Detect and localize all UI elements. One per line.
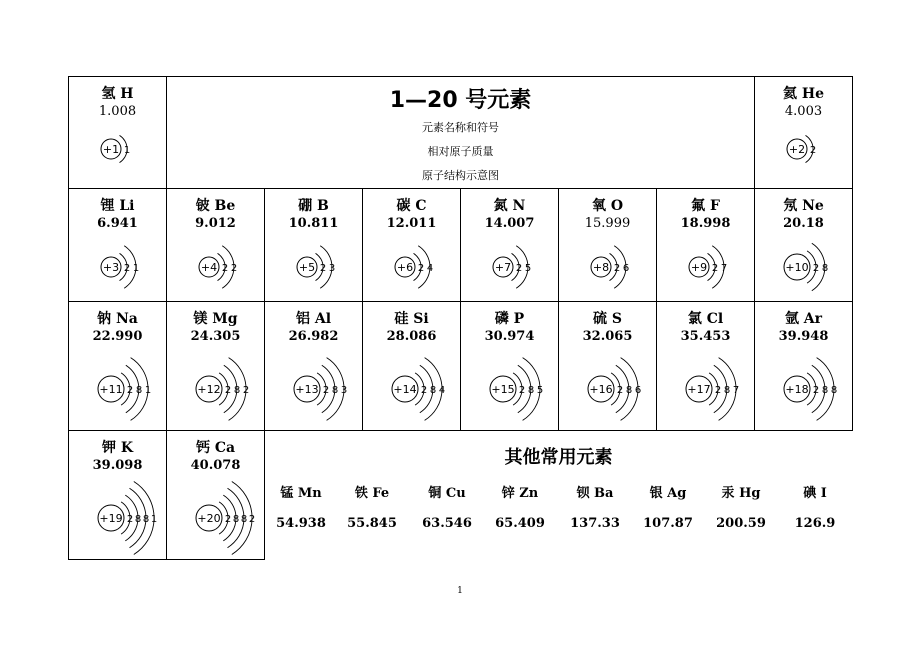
shell-electron-count: 5: [536, 385, 544, 396]
atomic-structure-diagram: [657, 189, 755, 302]
nucleus-charge: +14: [393, 383, 417, 396]
atomic-structure-diagram: [559, 189, 657, 302]
element-cell-o: [558, 188, 657, 302]
element-name: 磷 P: [494, 311, 525, 327]
atomic-structure-diagram: [461, 302, 559, 431]
shell-electron-count: 2: [224, 514, 232, 525]
nucleus-charge: +7: [494, 261, 512, 274]
nucleus-charge: +1: [102, 143, 120, 156]
atomic-mass: 12.011: [386, 216, 437, 231]
element-name: 氩 Ar: [784, 311, 823, 327]
atomic-mass: 40.078: [190, 458, 241, 473]
atomic-mass: 6.941: [97, 216, 138, 231]
element-cell-na: [68, 301, 167, 431]
other-element-name: 锌 Zn: [501, 486, 539, 501]
element-name: 钾 K: [101, 440, 134, 456]
shell-electron-count: 2: [230, 263, 238, 274]
atomic-mass: 30.974: [484, 329, 535, 344]
shell-electron-count: 2: [812, 263, 820, 274]
atomic-mass: 28.086: [386, 329, 437, 344]
legend-line: 元素名称和符号: [422, 121, 499, 134]
shell-electron-count: 2: [711, 263, 719, 274]
other-element-name: 铜 Cu: [428, 486, 466, 501]
atomic-structure-diagram: [363, 302, 461, 431]
shell-electron-count: 8: [232, 514, 240, 525]
element-name: 氮 N: [493, 198, 526, 214]
shell-electron-count: 2: [420, 385, 428, 396]
element-name: 氢 H: [101, 86, 134, 102]
shell-electron-count: 8: [821, 385, 829, 396]
shell-electron-count: 1: [150, 514, 158, 525]
shell-electron-count: 1: [123, 145, 131, 156]
shell-electron-count: 2: [242, 385, 250, 396]
shell-electron-count: 2: [322, 385, 330, 396]
atomic-mass: 35.453: [680, 329, 731, 344]
other-element-mass: 126.9: [794, 516, 836, 531]
other-element-mass: 137.33: [570, 516, 620, 531]
nucleus-charge: +8: [592, 261, 610, 274]
shell-electron-count: 3: [328, 263, 336, 274]
element-name: 氯 Cl: [687, 311, 724, 327]
shell-electron-count: 2: [221, 263, 229, 274]
legend-line: 原子结构示意图: [422, 169, 499, 182]
shell-electron-count: 5: [524, 263, 532, 274]
atomic-structure-diagram: [265, 189, 363, 302]
shell-electron-count: 2: [224, 385, 232, 396]
header-cell: [166, 76, 755, 189]
nucleus-charge: +9: [690, 261, 708, 274]
atomic-structure-diagram: [69, 302, 167, 431]
shell-electron-count: 2: [616, 385, 624, 396]
atomic-mass: 18.998: [680, 216, 731, 231]
other-element-name: 银 Ag: [649, 486, 687, 501]
atomic-mass: 4.003: [784, 104, 823, 119]
element-name: 氦 He: [782, 86, 824, 102]
nucleus-charge: +12: [197, 383, 221, 396]
element-name: 钙 Ca: [195, 440, 236, 456]
element-cell-k: [68, 430, 167, 560]
nucleus-charge: +4: [200, 261, 218, 274]
atomic-structure-diagram: [69, 189, 167, 302]
atomic-structure-diagram: [167, 431, 265, 560]
element-name: 硫 S: [593, 311, 622, 327]
atomic-mass: 26.982: [288, 329, 339, 344]
element-cell-p: [460, 301, 559, 431]
shell-electron-count: 2: [319, 263, 327, 274]
shell-electron-count: 2: [812, 385, 820, 396]
shell-electron-count: 2: [123, 263, 131, 274]
element-name: 铍 Be: [195, 198, 236, 214]
atomic-structure-diagram: [167, 302, 265, 431]
atomic-mass: 32.065: [582, 329, 633, 344]
other-element-name: 铁 Fe: [354, 486, 390, 501]
shell-electron-count: 8: [429, 385, 437, 396]
shell-electron-count: 8: [135, 385, 143, 396]
element-cell-n: [460, 188, 559, 302]
shell-electron-count: 1: [132, 263, 140, 274]
element-cell-ne: [754, 188, 853, 302]
other-elements-section: [264, 430, 853, 560]
shell-electron-count: 8: [625, 385, 633, 396]
nucleus-charge: +2: [788, 143, 806, 156]
shell-electron-count: 8: [527, 385, 535, 396]
atomic-mass: 22.990: [92, 329, 143, 344]
other-element-name: 汞 Hg: [721, 486, 761, 501]
shell-electron-count: 8: [134, 514, 142, 525]
nucleus-charge: +13: [295, 383, 319, 396]
shell-electron-count: 6: [634, 385, 642, 396]
atomic-structure-diagram: [363, 189, 461, 302]
element-name: 氖 Ne: [783, 198, 824, 214]
element-name: 碳 C: [396, 198, 427, 214]
element-cell-b: [264, 188, 363, 302]
element-name: 镁 Mg: [193, 311, 238, 327]
shell-electron-count: 1: [144, 385, 152, 396]
shell-electron-count: 2: [613, 263, 621, 274]
atomic-mass: 39.098: [92, 458, 143, 473]
shell-electron-count: 2: [126, 514, 134, 525]
shell-electron-count: 4: [426, 263, 434, 274]
element-cell-ca: [166, 430, 265, 560]
shell-electron-count: 2: [518, 385, 526, 396]
nucleus-charge: +3: [102, 261, 120, 274]
nucleus-charge: +11: [99, 383, 123, 396]
element-cell-s: [558, 301, 657, 431]
other-element-mass: 107.87: [643, 516, 693, 531]
nucleus-charge: +19: [99, 512, 123, 525]
element-cell-f: [656, 188, 755, 302]
nucleus-charge: +10: [785, 261, 809, 274]
element-cell-h: [68, 76, 167, 189]
other-element-name: 钡 Ba: [576, 486, 614, 501]
atomic-mass: 10.811: [288, 216, 339, 231]
shell-electron-count: 2: [809, 145, 817, 156]
element-cell-cl: [656, 301, 755, 431]
element-name: 硅 Si: [394, 311, 429, 327]
shell-electron-count: 7: [732, 385, 740, 396]
atomic-structure-diagram: [69, 431, 167, 560]
other-element-mass: 200.59: [716, 516, 766, 531]
element-cell-ar: [754, 301, 853, 431]
other-element-mass: 65.409: [495, 516, 545, 531]
atomic-mass: 20.18: [783, 216, 824, 231]
element-name: 氧 O: [591, 198, 624, 214]
shell-electron-count: 8: [821, 263, 829, 274]
element-cell-mg: [166, 301, 265, 431]
page-number: 1: [457, 586, 463, 596]
shell-electron-count: 8: [233, 385, 241, 396]
other-element-mass: 54.938: [276, 516, 326, 531]
element-cell-he: [754, 76, 853, 189]
shell-electron-count: 3: [340, 385, 348, 396]
nucleus-charge: +20: [197, 512, 221, 525]
atomic-mass: 39.948: [778, 329, 829, 344]
other-element-name: 碘 I: [803, 486, 827, 501]
shell-electron-count: 7: [720, 263, 728, 274]
element-name: 铝 Al: [295, 311, 332, 327]
element-name: 氟 F: [691, 198, 720, 214]
nucleus-charge: +17: [687, 383, 711, 396]
other-element-mass: 63.546: [422, 516, 472, 531]
nucleus-charge: +6: [396, 261, 414, 274]
atomic-mass: 24.305: [190, 329, 241, 344]
shell-electron-count: 8: [142, 514, 150, 525]
atomic-structure-diagram: [755, 302, 853, 431]
shell-electron-count: 8: [723, 385, 731, 396]
atomic-structure-diagram: [167, 189, 265, 302]
other-elements-title: 其他常用元素: [504, 447, 613, 468]
atomic-mass: 14.007: [484, 216, 535, 231]
atomic-structure-diagram: [755, 77, 853, 189]
atomic-mass: 9.012: [195, 216, 236, 231]
element-name: 锂 Li: [100, 198, 135, 214]
atomic-structure-diagram: [265, 302, 363, 431]
atomic-mass: 1.008: [98, 104, 137, 119]
shell-electron-count: 2: [126, 385, 134, 396]
shell-electron-count: 2: [417, 263, 425, 274]
element-cell-li: [68, 188, 167, 302]
other-element-mass: 55.845: [347, 516, 397, 531]
element-name: 钠 Na: [97, 311, 138, 327]
shell-electron-count: 2: [248, 514, 256, 525]
element-cell-c: [362, 188, 461, 302]
nucleus-charge: +18: [785, 383, 809, 396]
atomic-structure-diagram: [755, 189, 853, 302]
nucleus-charge: +16: [589, 383, 613, 396]
atomic-structure-diagram: [69, 77, 167, 189]
page-title: 1—20 号元素: [389, 88, 532, 113]
nucleus-charge: +15: [491, 383, 515, 396]
element-cell-al: [264, 301, 363, 431]
shell-electron-count: 4: [438, 385, 446, 396]
shell-electron-count: 8: [331, 385, 339, 396]
nucleus-charge: +5: [298, 261, 316, 274]
atomic-structure-diagram: [657, 302, 755, 431]
shell-electron-count: 8: [830, 385, 838, 396]
legend-line: 相对原子质量: [427, 145, 494, 158]
atomic-structure-diagram: [559, 302, 657, 431]
shell-electron-count: 2: [714, 385, 722, 396]
shell-electron-count: 8: [240, 514, 248, 525]
atomic-structure-diagram: [461, 189, 559, 302]
shell-electron-count: 6: [622, 263, 630, 274]
element-name: 硼 B: [298, 198, 329, 214]
atomic-mass: 15.999: [584, 216, 631, 231]
element-cell-be: [166, 188, 265, 302]
element-cell-si: [362, 301, 461, 431]
other-element-name: 锰 Mn: [280, 486, 322, 501]
shell-electron-count: 2: [515, 263, 523, 274]
